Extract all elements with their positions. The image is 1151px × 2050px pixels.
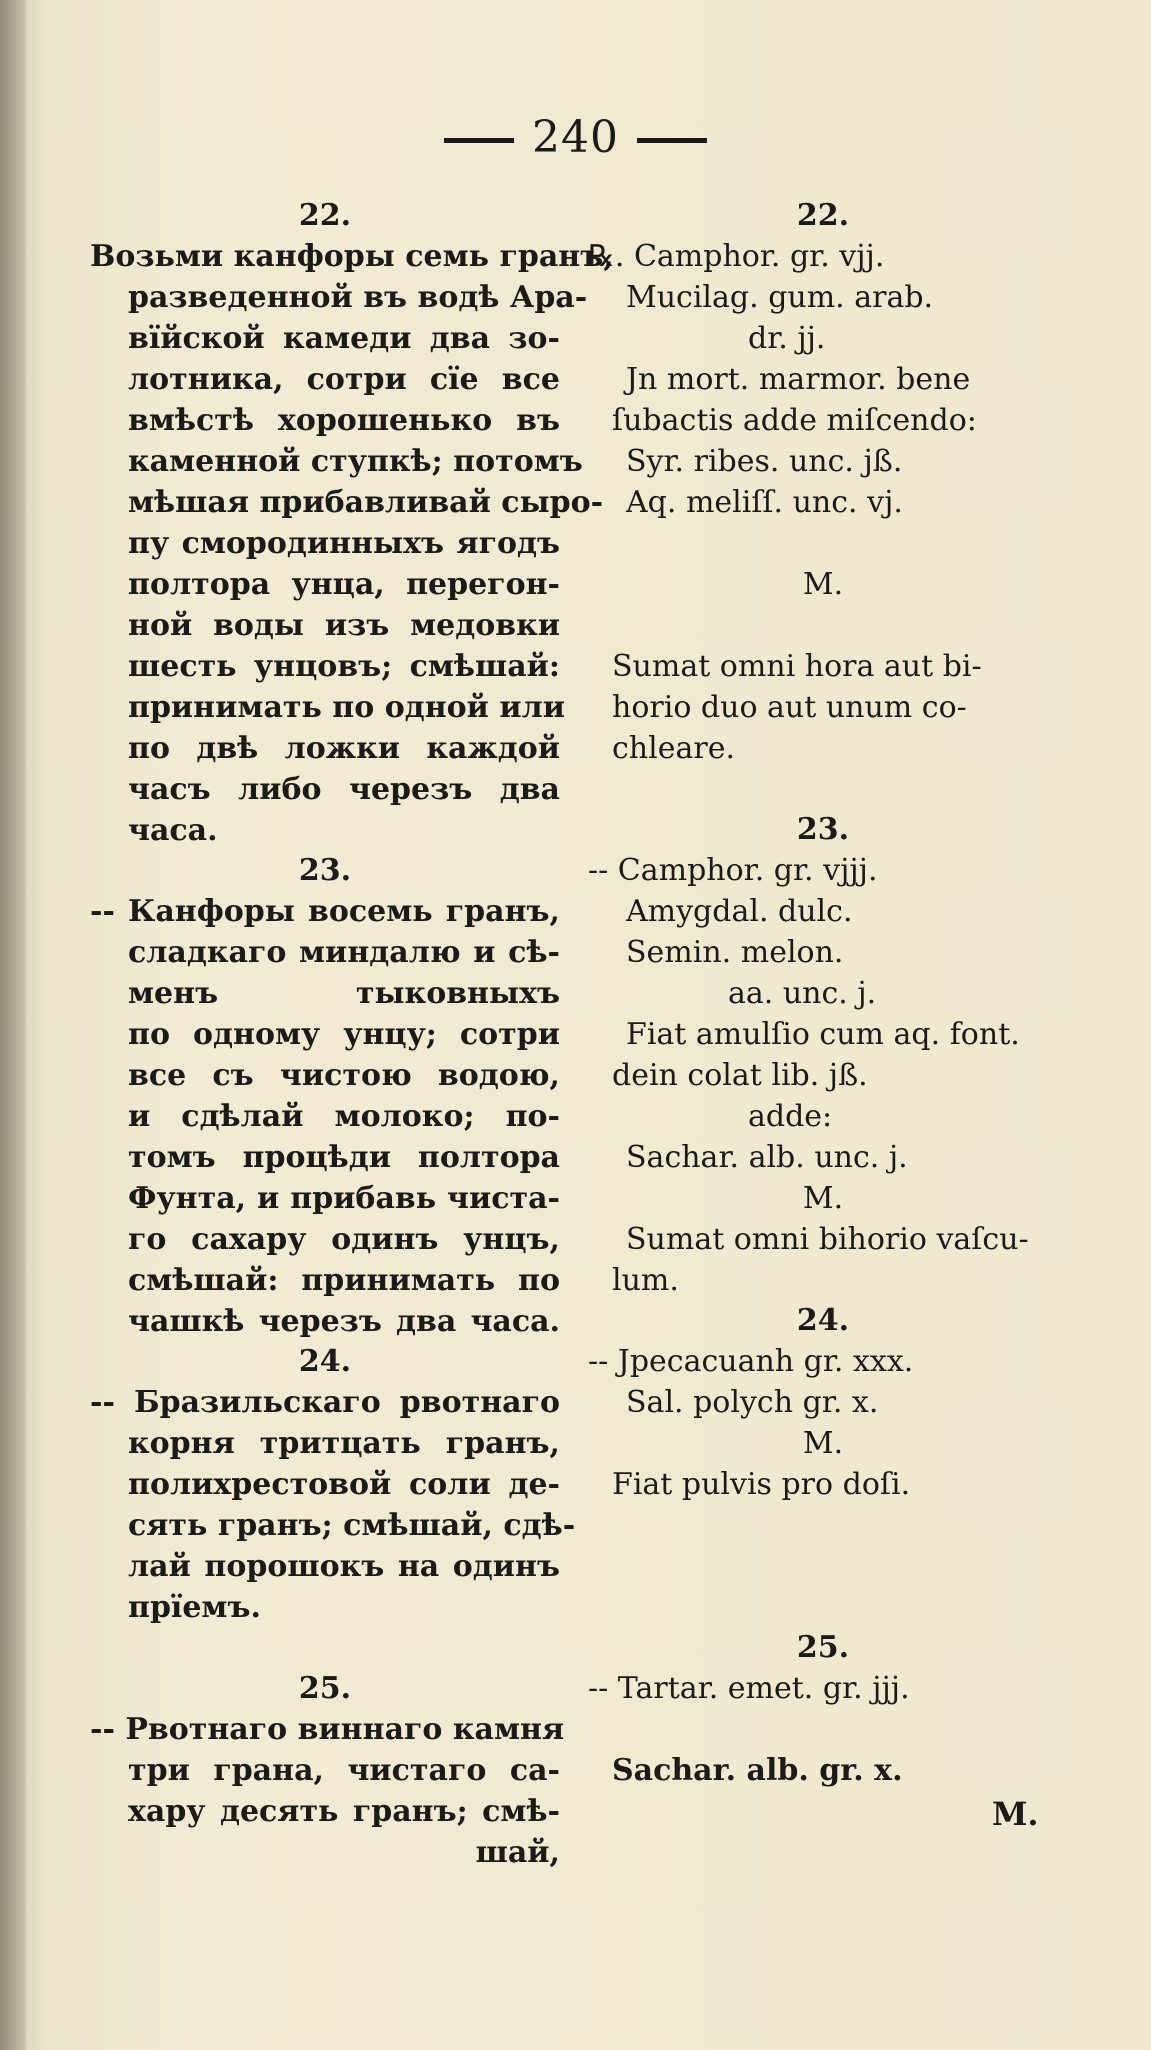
text-line: Syr. ribes. unc. jß. [626,444,903,479]
text-line: -- Бразильскаго рвотнаго [90,1385,560,1420]
text-line: часъ либо черезъ два [128,772,560,807]
text-line: dr. jj. [748,321,826,356]
recipe-number: 24. [796,1303,850,1338]
text-line: Jn mort. marmor. bene [626,362,971,397]
text-line: Sumat omni hora aut bi- [612,649,982,684]
text-line: dein colat lib. jß. [612,1058,868,1093]
text-line: -- Tartar. emet. gr. jjj. [588,1671,910,1706]
text-line: по одному унцу; сотри [128,1017,560,1052]
text-line [588,1546,1058,1587]
text-line: chleare. [612,731,735,766]
text-line: Sumat omni bihorio vaſcu- [626,1222,1029,1257]
text-line: часа. [128,813,218,848]
text-line [588,523,1058,564]
text-line [588,1709,1058,1750]
text-line: хару десять гранъ; смѣ- [128,1794,560,1829]
text-line: шай, [475,1835,560,1870]
text-line: adde: [748,1099,833,1134]
header-dash-right [637,138,707,143]
recipe-number: 23. [796,812,850,847]
text-line: Aq. meliſſ. unc. vj. [626,485,903,520]
text-line: вїйской камеди два зо- [128,321,560,356]
text-line: сладкаго миндалю и сѣ- [128,935,560,970]
recipe-number: 25. [298,1671,352,1706]
text-line: мѣшая прибавливай сыро- [128,485,604,520]
text-line: го сахару одинъ унцъ, [128,1222,560,1257]
text-line: horio duo aut unum co- [612,690,967,725]
text-line: M. [802,1426,844,1461]
text-line: пу смородинныхъ ягодъ [128,526,560,561]
recipe-number: 24. [298,1344,352,1379]
text-line: полтора унца, перегон- [128,567,560,602]
text-line: -- Рвотнаго виннаго камня [90,1712,565,1747]
page-number: 240 [532,112,619,163]
text-line [588,605,1058,646]
recipe-number: 22. [796,198,850,233]
text-line: принимать по одной или [128,690,566,725]
text-line: -- Camphor. gr. vjjj. [588,853,878,888]
text-line: Sachar. alb. unc. j. [626,1140,908,1175]
text-line: Fiat amulſio cum aq. font. [626,1017,1020,1052]
russian-column [90,196,614,1873]
text-line: по двѣ ложки каждой [128,731,560,766]
text-line: M. [802,1181,844,1216]
text-line: Sachar. alb. gr. x. [612,1753,903,1788]
text-line: чашкѣ черезъ два часа. [128,1304,560,1339]
text-line: ſubactis adde miſcendo: [612,403,977,438]
page-header [0,112,1151,163]
text-line: -- Канфоры восемь гранъ, [90,894,560,929]
text-line: три грана, чистаго са- [128,1753,560,1788]
text-line: Фунта, и прибавь чиста- [128,1181,560,1216]
text-line: шесть унцовъ; смѣшай: [128,649,560,684]
recipe-number: 25. [796,1630,850,1665]
recipe-end-mark: M. [992,1795,1039,1833]
text-line: каменной ступкѣ; потомъ [128,444,583,479]
recipe-number: 22. [298,198,352,233]
text-line: лай порошокъ на одинъ [128,1549,560,1584]
text-line: лотника, сотри сїе все [128,362,560,397]
text-line: ной воды изъ медовки [128,608,560,643]
text-line: менъ тыковныхъ [128,976,560,1011]
text-line: и сдѣлай молоко; по- [128,1099,560,1134]
text-line: вмѣстѣ хорошенько въ [128,403,560,438]
text-line: сять гранъ; смѣшай, сдѣ- [128,1508,576,1543]
header-dash-left [444,138,514,143]
text-line: ℞. Camphor. gr. vjj. [588,239,885,274]
text-line: Semin. melon. [626,935,844,970]
text-line: Sal. polych gr. x. [626,1385,879,1420]
text-line: lum. [612,1263,679,1298]
recipe-number: 23. [298,853,352,888]
text-line: Fiat pulvis pro doſi. [612,1467,911,1502]
text-line: разведенной въ водѣ Ара- [128,280,588,315]
text-line: Amygdal. dulc. [626,894,853,929]
text-line: -- Jpecacuanh gr. xxx. [588,1344,914,1379]
text-line: Mucilag. gum. arab. [626,280,934,315]
text-line: смѣшай: принимать по [128,1263,560,1298]
text-line: прїемъ. [128,1590,261,1625]
text-line: aa. unc. j. [728,976,877,1011]
text-line: все съ чистою водою, [128,1058,560,1093]
text-line: корня тритцать гранъ, [128,1426,560,1461]
text-line [588,769,1058,810]
latin-column [588,196,1058,1791]
text-line [588,1505,1058,1546]
text-line: M. [802,567,844,602]
book-spine [0,0,26,2050]
text-line: Возьми канфоры семь гранъ, [90,239,614,274]
text-line: полихрестовой соли де- [128,1467,560,1502]
text-line: томъ процѣди полтора [128,1140,560,1175]
